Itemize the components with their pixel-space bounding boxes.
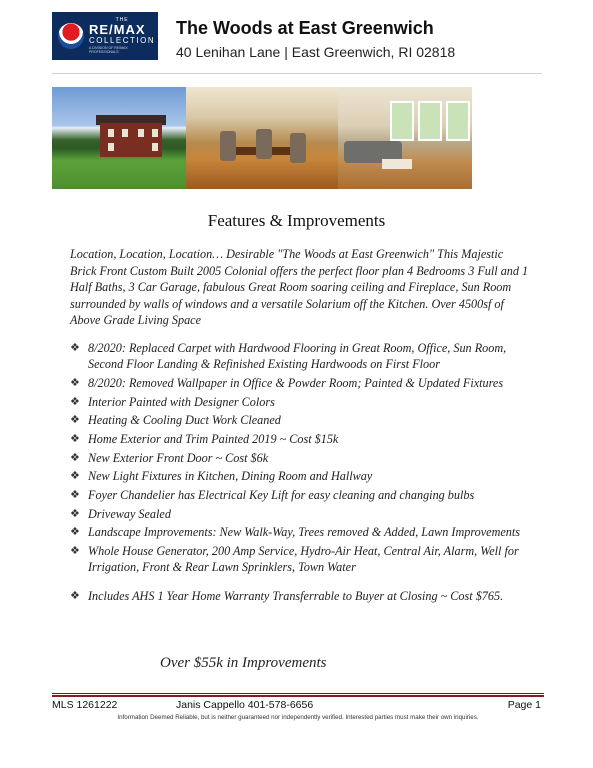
- feature-item: [70, 543, 532, 576]
- warranty-item: [70, 588, 532, 604]
- house-window: [108, 129, 114, 137]
- feature-text: Heating & Cooling Duct Work Cleaned: [88, 413, 281, 428]
- diamond-bullet-icon: ❖: [70, 414, 80, 427]
- diamond-bullet-icon: ❖: [70, 489, 80, 502]
- diamond-bullet-icon: ❖: [70, 376, 80, 389]
- mls-number: MLS 1261222: [52, 699, 118, 711]
- feature-text: 8/2020: Replaced Carpet with Hardwood Flooring in Great Room, Office, Sun Room, Second Floor Landing & Refinished Existing Hardwoods on First Floor: [88, 341, 507, 372]
- logo-tagline: A DIVISION OF RE/MAX PROFESSIONALS: [89, 46, 128, 54]
- photo-strip: [52, 87, 472, 189]
- feature-item: [70, 487, 532, 503]
- dining-chair: [290, 133, 306, 163]
- ottoman: [382, 159, 412, 169]
- header-divider: [52, 73, 542, 74]
- feature-text: 8/2020: Removed Wallpaper in Office & Powder Room; Painted & Updated Fixtures: [88, 375, 504, 390]
- feature-text: Landscape Improvements: New Walk-Way, Trees removed & Added, Lawn Improvements: [88, 525, 521, 540]
- footer-divider-top: [52, 693, 544, 694]
- feature-item: [70, 450, 532, 466]
- feature-text: Interior Painted with Designer Colors: [88, 394, 275, 409]
- logo-collection: COLLECTION: [89, 36, 156, 45]
- property-title: The Woods at East Greenwich: [176, 18, 434, 38]
- feature-item: [70, 340, 532, 373]
- disclaimer: Information Deemed Reliable, but is neither guaranteed nor independently verified. Interested parties must make their own inquiries.: [117, 714, 479, 721]
- diamond-bullet-icon: ❖: [70, 507, 80, 520]
- diamond-bullet-icon: ❖: [70, 342, 80, 354]
- diamond-bullet-icon: ❖: [70, 433, 80, 446]
- diamond-bullet-icon: ❖: [70, 526, 80, 539]
- property-description: Location, Location, Location… Desirable "The Woods at East Greenwich" This Majestic Brick Front Custom Built 2005 Colonial offers the perfect floor plan 4 Bedrooms 3 Full and 1 Half Baths, 3 Car Garage, fabulous Great Room soaring ceiling and Fireplace, Sun Room surrounded by walls of windows and a versatile Solarium off the Kitchen. Over 4500sf of Above Grade Living Space: [70, 247, 529, 327]
- feature-text: New Light Fixtures in Kitchen, Dining Room and Hallway: [88, 469, 373, 484]
- page-number: Page 1: [507, 699, 541, 711]
- house-window: [138, 129, 144, 137]
- feature-text: New Exterior Front Door ~ Cost $6k: [88, 450, 269, 465]
- sunroom-photo: [338, 87, 472, 189]
- feature-text: Foyer Chandelier has Electrical Key Lift for easy cleaning and changing bulbs: [88, 488, 475, 503]
- feature-item: [70, 375, 532, 391]
- diamond-bullet-icon: ❖: [70, 589, 80, 602]
- sunroom-window: [446, 101, 470, 141]
- diamond-bullet-icon: ❖: [70, 395, 80, 408]
- logo-wordmark: [89, 18, 155, 54]
- logo-the: THE: [115, 17, 129, 23]
- house-window: [108, 143, 114, 151]
- diamond-bullet-icon: ❖: [70, 545, 80, 558]
- section-heading: Features & Improvements: [207, 211, 386, 230]
- feature-item: [70, 506, 532, 522]
- sunroom-window: [418, 101, 442, 141]
- diamond-bullet-icon: ❖: [70, 451, 80, 464]
- sunroom-window: [390, 101, 414, 141]
- feature-item: [70, 468, 532, 484]
- agent-contact: Janis Cappello 401-578-6656: [176, 699, 314, 711]
- property-address: 40 Lenihan Lane | East Greenwich, RI 02818: [176, 44, 456, 60]
- logo-brand: RE/MAX: [89, 22, 146, 37]
- dining-chair: [256, 129, 272, 159]
- feature-item: [70, 431, 532, 447]
- remax-balloon-icon: [58, 23, 84, 49]
- diamond-bullet-icon: ❖: [70, 470, 80, 483]
- feature-text: Whole House Generator, 200 Amp Service, Hydro-Air Heat, Central Air, Alarm, Well for Irrigation, Front & Rear Lawn Sprinklers, Town Water: [88, 544, 519, 575]
- dining-chair: [220, 131, 236, 161]
- house-window: [152, 129, 158, 137]
- feature-text: Driveway Sealed: [88, 506, 171, 521]
- remax-collection-logo: [52, 12, 158, 60]
- exterior-photo: [52, 87, 186, 189]
- features-list: [70, 340, 532, 606]
- improvements-summary: Over $55k in Improvements: [160, 655, 327, 671]
- warranty-text: Includes AHS 1 Year Home Warranty Transferrable to Buyer at Closing ~ Cost $765.: [88, 588, 504, 603]
- feature-item: [70, 394, 532, 410]
- feature-item: [70, 524, 532, 540]
- kitchen-dining-photo: [186, 87, 338, 189]
- feature-text: Home Exterior and Trim Painted 2019 ~ Cost $15k: [88, 432, 339, 447]
- house-window: [152, 143, 158, 151]
- feature-item: [70, 412, 532, 428]
- house-window: [122, 129, 128, 137]
- footer-divider: [52, 695, 544, 697]
